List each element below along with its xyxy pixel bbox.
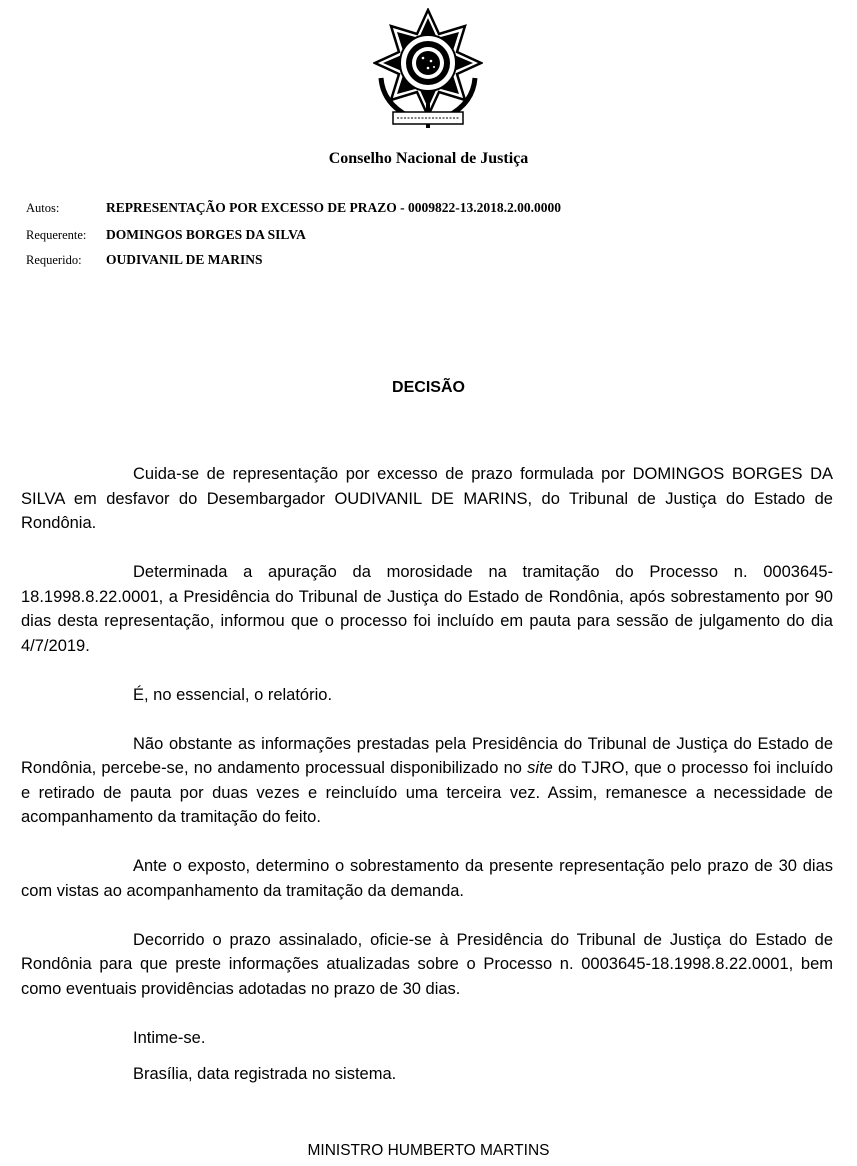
paragraph-7: Intime-se. bbox=[133, 1028, 206, 1047]
paragraph-4-part-a: Não obstante as informações prestadas pela Presidência do Tribunal de Justiça do Estado de Rondônia, percebe-se, no andamento processual disponibilizado no bbox=[21, 734, 833, 777]
requerido-value: OUDIVANIL DE MARINS bbox=[106, 252, 263, 267]
case-requerido-row bbox=[26, 252, 263, 268]
paragraph-4 bbox=[21, 732, 833, 830]
autos-value: REPRESENTAÇÃO POR EXCESSO DE PRAZO - 0009822-13.2018.2.00.0000 bbox=[106, 200, 562, 215]
case-requerente-row bbox=[26, 227, 306, 243]
paragraph-6: Decorrido o prazo assinalado, oficie-se à Presidência do Tribunal de Justiça do Estado de Rondônia para que preste informações atualizadas sobre o Processo n. 0003645-18.1998.8.22.0001, bem como eventuais providências adotadas no prazo de 30 dias. bbox=[21, 930, 833, 998]
signature-name: MINISTRO HUMBERTO MARTINS bbox=[307, 1142, 550, 1159]
requerente-label: Requerente: bbox=[26, 228, 87, 242]
requerente-value: DOMINGOS BORGES DA SILVA bbox=[106, 227, 306, 242]
requerido-label: Requerido: bbox=[26, 253, 82, 267]
document-title: DECISÃO bbox=[392, 379, 465, 396]
paragraph-1: Cuida-se de representação por excesso de prazo formulada por DOMINGOS BORGES DA SILVA em desfavor do Desembargador OUDIVANIL DE MARINS, do Tribunal de Justiça do Estado de Rondônia. bbox=[21, 465, 833, 532]
paragraph-3: É, no essencial, o relatório. bbox=[133, 685, 333, 704]
paragraph-8: Brasília, data registrada no sistema. bbox=[133, 1065, 397, 1083]
document-body bbox=[21, 462, 833, 1111]
coat-of-arms-emblem bbox=[373, 8, 483, 132]
institution-name: Conselho Nacional de Justiça bbox=[328, 150, 529, 167]
paragraph-5: Ante o exposto, determino o sobrestamento da presente representação pelo prazo de 30 dias com vistas ao acompanhamento da tramitação da demanda. bbox=[21, 857, 833, 900]
paragraph-4-part-b: do TJRO, que o processo foi incluído e retirado de pauta por duas vezes e reincluído uma terceira vez. Assim, remanesce a necessidade de acompanhamento da tramitação do feito. bbox=[21, 759, 833, 826]
case-autos-row bbox=[26, 200, 561, 216]
paragraph-2: Determinada a apuração da morosidade na tramitação do Processo n. 0003645-18.1998.8.22.0001, a Presidência do Tribunal de Justiça do Estado de Rondônia, após sobrestamento por 90 dias desta representação, informou que o processo foi incluído em pauta para sessão de julgamento do dia 4/7/2019. bbox=[21, 563, 833, 655]
autos-label: Autos: bbox=[26, 201, 60, 215]
paragraph-4-emphasis: site bbox=[527, 759, 553, 777]
